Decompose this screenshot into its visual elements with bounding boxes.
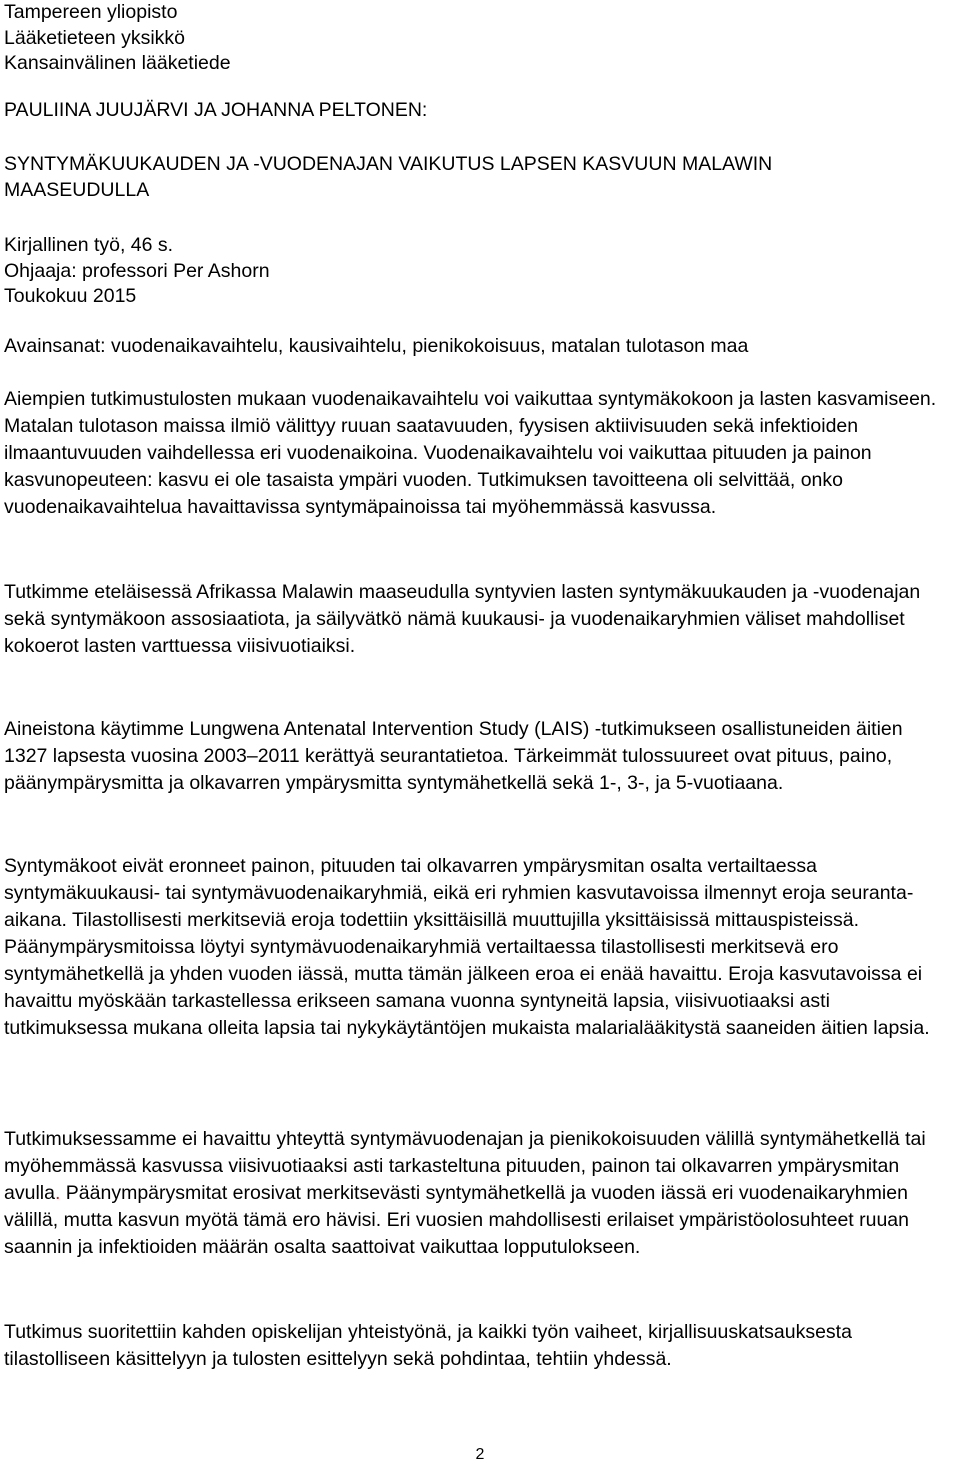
title-line-1: SYNTYMÄKUUKAUDEN JA -VUODENAJAN VAIKUTUS LAPSEN KASVUUN MALAWIN (4, 153, 773, 175)
work-info: Kirjallinen työ, 46 s. (4, 234, 174, 256)
title-line-2: MAASEUDULLA (4, 178, 150, 201)
paragraph-collaboration: Tutkimus suoritettiin kahden opiskelijan yhteistyönä, ja kaikki työn vaiheet, kirjallisuuskatsauksesta tilastolliseen käsittelyyn ja tulosten esittelyyn sekä pohdintaa, tehtiin yhdessä. (4, 1321, 852, 1370)
authors: PAULIINA JUUJÄRVI JA JOHANNA PELTONEN: (4, 99, 428, 121)
conclusions-part-2: Päänympärysmitat erosivat merkitsevästi syntymähetkellä ja vuoden iässä eri vuodenaikaryhmien välillä, mutta kasvun myötä tämä ero hävisi. Eri vuosien mahdollisesti erilaiset ympäristöolosuhteet ruuan saannin ja infektioiden määrän osalta saattoivat vaikuttaa lopputulokseen. (4, 1182, 909, 1258)
university-name: Tampereen yliopisto (4, 1, 178, 23)
conclusions-part-1: Tutkimuksessamme ei havaittu yhteyttä syntymävuodenajan ja pienikokoisuuden välillä syntymähetkellä tai myöhemmässä kasvussa viisivuotiaaksi asti tarkasteltuna pituuden, painon tai olkavarren ympärysmitan avulla (4, 1128, 926, 1204)
paragraph-aims: Tutkimme eteläisessä Afrikassa Malawin maaseudulla syntyvien lasten syntymäkuukauden ja -vuodenajan sekä syntymäkoon assosiaatiota, ja säilyvätkö nämä kuukausi- ja vuodenaikaryhmien väliset mahdolliset kokoerot lasten varttuessa viisivuotiaiksi. (4, 581, 921, 657)
paragraph-methods: Aineistona käytimme Lungwena Antenatal Intervention Study (LAIS) -tutkimukseen osallistuneiden äitien 1327 lapsesta vuosina 2003–2011 kerättyä seurantatietoa. Tärkeimmät tulossuureet ovat pituus, paino, päänympärysmitta ja olkavarren ympärysmitta syntymähetkellä sekä 1-, 3-, ja 5-vuotiaana. (4, 718, 903, 794)
keywords: Avainsanat: vuodenaikavaihtelu, kausivaihtelu, pienikokoisuus, matalan tulotason maa (4, 335, 749, 357)
meta-block (4, 233, 270, 310)
paragraph-results: Syntymäkoot eivät eronneet painon, pituuden tai olkavarren ympärysmitan osalta vertailtaessa syntymäkuukausi- tai syntymävuodenaikaryhmiä, eikä eri ryhmien kasvutavoissa ilmennyt eroja seuranta-aikana. Tilastollisesti merkitseviä eroja todettiin yksittäisillä muuttujilla yksittäisissä mittauspisteissä. Päänympärysmitoissa löytyi syntymävuodenaikaryhmiä vertailtaessa tilastollisesti merkitsevä ero syntymähetkellä ja yhden vuoden iässä, mutta tämän jälkeen eroa ei enää havaittu. Eroja kasvutavoissa ei havaittu myöskään tarkastellessa erikseen samana vuonna syntyneitä lapsia, viisivuotiaaksi asti tutkimuksessa mukana olleita lapsia tai nykykäytäntöjen mukaista malarialääkitystä saaneiden äitien lapsia. (4, 855, 930, 1039)
highlighted-period: . (54, 1182, 61, 1204)
page-number: 2 (475, 1446, 485, 1463)
paragraph-background: Aiempien tutkimustulosten mukaan vuodenaikavaihtelu voi vaikuttaa syntymäkokoon ja lasten kasvamiseen. Matalan tulotason maissa ilmiö välittyy ruuan saatavuuden, fyysisen aktiivisuuden sekä infektioiden ilmaantuvuuden vaihdellessa eri vuodenaikoina. Vuodenaikavaihtelu voi vaikuttaa pituuden ja painon kasvunopeuteen: kasvu ei ole tasaista ympäri vuoden. Tutkimuksen tavoitteena oli selvittää, onko vuodenaikavaihtelua havaittavissa syntymäpainoissa tai myöhemmässä kasvussa. (4, 388, 937, 518)
unit-name: Lääketieteen yksikkö (4, 26, 186, 49)
thesis-title (4, 152, 772, 203)
supervisor: Ohjaaja: professori Per Ashorn (4, 259, 270, 282)
department-name: Kansainvälinen lääketiede (4, 52, 231, 74)
paragraph-conclusions (4, 1126, 949, 1261)
date: Toukokuu 2015 (4, 285, 137, 307)
header-block (4, 0, 231, 77)
